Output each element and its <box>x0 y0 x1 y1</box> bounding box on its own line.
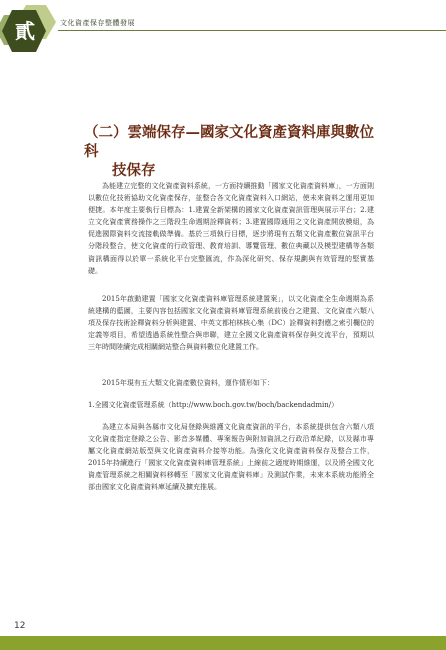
paragraph-five-categories: 2015年現有五大類文化資產數位資料，運作情形如下： <box>102 379 274 387</box>
chapter-title: 文化資產保存整體發展 <box>60 19 135 27</box>
list-item-heading-1: 1.全國文化資產管理系統（http://www.boch.gov.tw/boch/backendadmin/） <box>88 401 339 409</box>
paragraph-system-description: 為建立本局與各縣市文化局登錄與維護文化資產資訊的平台，本系統提供包含六類八項文化資產指定登錄之公告、影音多媒體、專案報告與附加資訊之行政沿革紀錄，以及縣市專屬文化資產網站版型與文化資產資料介接等功能。為強化文化資產資料保存及整合工作，2015年持續進行「國家文化資產資料庫管理系統」上線前之適度時期維運，以及將全國文化資產管理系統之相關資料移轉至「國家文化資產資料庫」及測試作業，未來本系統功能將全部由國家文化資產資料庫延續及擴充推展。 <box>88 423 374 492</box>
footer-bar <box>0 636 446 650</box>
paragraph-intro: 為能建立完整的文化資產資料系統，一方面持續推動「國家文化資產資料庫」，一方面則以數位化技術協助文化資產保存，並整合各文化資產資料入口網站，使未來資料之運用更加便捷。本年度主要執行目標為：1.建置全新架構的國家文化資產資訊管理與展示平台；2.建立文化資產實務操作之三階段生命週期詮釋資料；3.建置國際通用之文化資產開放模組，為促進國際資料交流接軌做準備。基於三項執行目標，逐步將現有五類文化資產數位資訊平台分階段整合，使文化資產的行政管理、教育培訓、導覽管理、數位典藏以及模型建構等各類資訊構面得以於單一系統化平台完整匯流，作為深化研究、保存規劃與有效管理的堅實基礎。 <box>88 182 374 275</box>
chapter-header <box>0 0 446 44</box>
section-title-line2: 技保存 <box>112 163 156 179</box>
header-divider <box>58 30 446 31</box>
chapter-badge: 貳 <box>15 19 35 43</box>
section-title <box>84 124 374 181</box>
section-title-line1: （二）雲端保存—國家文化資產資料庫與數位科 <box>84 125 374 160</box>
paragraph-2015-project: 2015年啟動建置「國家文化資產資料庫管理系統建置案」，以文化資產全生命週期為系統建構的藍圖，主要內容包括國家文化資產資料庫管理系統前後台之建置、文化資產六類八項及保存技術詮釋資料分析與建置、中英文都柏林核心集（DC）詮釋資料對應之索引欄位的定義等項目，希望透過系統性整合與串聯，建立全國文化資產資料保存與交流平台，預期以三年時間陸續完成相關網站整合與資料數位化建置工作。 <box>88 295 374 352</box>
page-number: 12 <box>14 621 26 631</box>
